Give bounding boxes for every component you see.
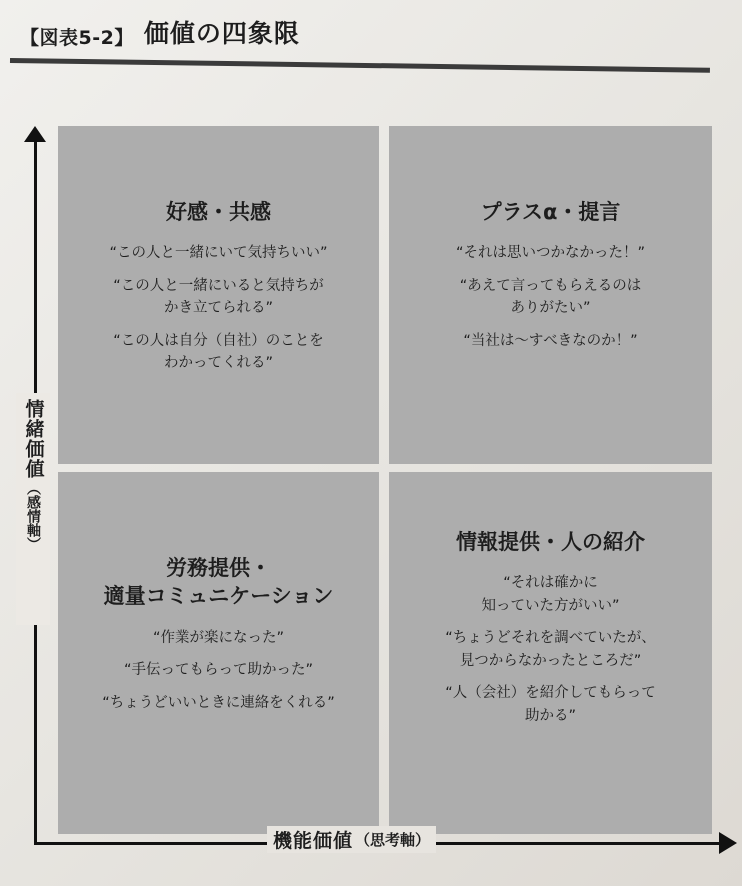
quadrant-quote: “ちょうどいいときに連絡をくれる” [102, 694, 335, 711]
x-axis-arrow-icon [719, 832, 737, 854]
quadrant-title: 好感・共感 [166, 200, 271, 224]
x-axis-label-main: 機能価値 [273, 830, 354, 852]
quadrant-quote: “作業が楽になった” [152, 629, 285, 646]
quadrant-bottom-right [389, 472, 712, 834]
quadrant-quote: “この人と一緒にいて気持ちいい” [109, 245, 328, 262]
quadrant-quote: “この人は自分（自社）のことを わかってくれる” [113, 332, 324, 372]
figure-tag: 【図表5-2】 [20, 27, 134, 49]
y-axis-label-main: 情緒価値 [22, 399, 45, 479]
quadrant-top-right [389, 126, 712, 464]
y-axis-label [16, 393, 50, 625]
y-axis-arrow-icon [24, 126, 46, 142]
quadrant-top-left [58, 126, 379, 464]
x-axis-label [267, 826, 436, 853]
quadrant-title: プラスα・提言 [480, 200, 621, 224]
quadrant-quote: “人（会社）を紹介してもらって 助かる” [445, 685, 656, 724]
quadrant-quote: “ちょうどそれを調べていたが、 見つからなかったところだ” [445, 630, 656, 669]
quadrant-quote: “それは確かに 知っていた方がいい” [481, 575, 620, 614]
quadrant-content [389, 528, 712, 737]
page-title: 価値の四象限 [143, 19, 300, 48]
y-axis-label-sub: （感情軸） [25, 481, 41, 551]
quadrant-quote: “あえて言ってもらえるのは ありがたい” [459, 277, 642, 317]
quadrant-title: 労務提供・ 適量コミュニケーション [103, 556, 334, 609]
quadrant-content [58, 198, 379, 385]
x-axis-label-sub: （思考軸） [355, 831, 431, 849]
header-rule [10, 58, 710, 73]
quadrant-title: 情報提供・人の紹介 [456, 530, 645, 554]
quadrant-quote: “手伝ってもらって助かった” [123, 662, 314, 679]
quadrant-content [58, 554, 379, 724]
header [20, 14, 300, 50]
quadrant-content [389, 198, 712, 362]
quadrant-bottom-left [58, 472, 379, 834]
quadrant-quote: “この人と一緒にいると気持ちが かき立てられる” [113, 277, 324, 317]
quadrant-quote: “当社は～すべきなのか！” [463, 332, 638, 349]
quadrant-quote: “それは思いつかなかった！” [455, 245, 646, 262]
